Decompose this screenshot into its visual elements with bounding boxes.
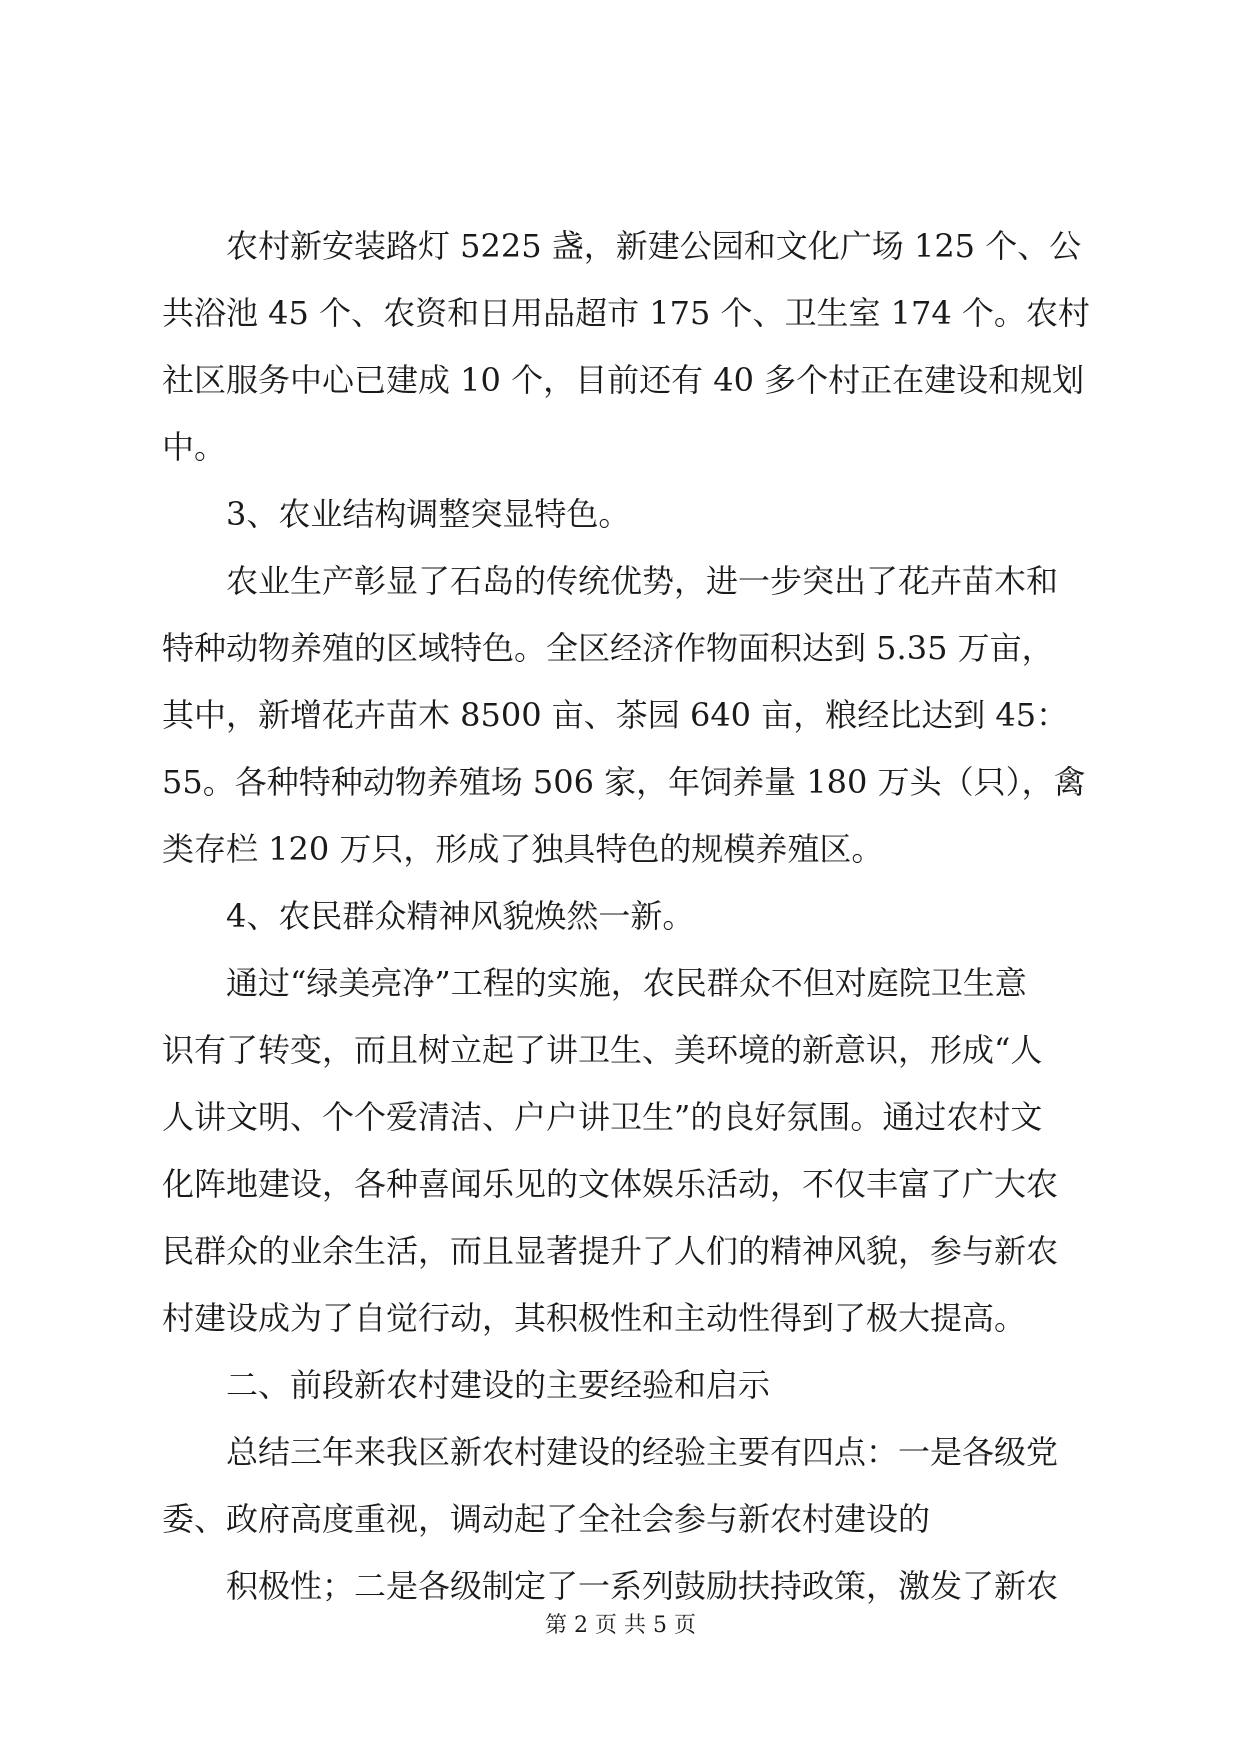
text-line: 总结三年来我区新农村建设的经验主要有四点：一是各级党 [162,1433,1059,1471]
text-line: 委、政府高度重视，调动起了全社会参与新农村建设的 [162,1500,931,1538]
text-line: 社区服务中心已建成 10 个，目前还有 40 多个村正在建设和规划 [162,361,1085,399]
text-line: 中。 [162,428,227,466]
section-heading: 3、农业结构调整突显特色。 [162,495,631,533]
text-line: 人讲文明、个个爱清洁、户户讲卫生”的良好氛围。通过农村文 [162,1098,1043,1136]
text-line: 积极性；二是各级制定了一系列鼓励扶持政策，激发了新农 [162,1567,1059,1605]
section-heading: 4、农民群众精神风貌焕然一新。 [162,897,695,935]
text-line: 其中，新增花卉苗木 8500 亩、茶园 640 亩，粮经比达到 45： [162,696,1069,734]
page-number-footer: 第 2 页 共 5 页 [545,1613,696,1638]
text-line: 通过“绿美亮净”工程的实施，农民群众不但对庭院卫生意 [162,964,1027,1002]
text-line: 村建设成为了自觉行动，其积极性和主动性得到了极大提高。 [162,1299,1027,1337]
text-line: 农业生产彰显了石岛的传统优势，进一步突出了花卉苗木和 [162,562,1059,600]
text-line: 民群众的业余生活，而且显著提升了人们的精神风貌，参与新农 [162,1232,1059,1270]
text-line: 特种动物养殖的区域特色。全区经济作物面积达到 5.35 万亩， [162,629,1054,667]
text-line: 55。各种特种动物养殖场 506 家，年饲养量 180 万头（只），禽 [162,763,1086,801]
text-line: 化阵地建设，各种喜闻乐见的文体娱乐活动，不仅丰富了广大农 [162,1165,1059,1203]
text-line: 共浴池 45 个、农资和日用品超市 175 个、卫生室 174 个。农村 [162,294,1090,332]
text-line: 识有了转变，而且树立起了讲卫生、美环境的新意识，形成“人 [162,1031,1043,1069]
text-line: 农村新安装路灯 5225 盏，新建公园和文化广场 125 个、公 [162,227,1082,265]
text-line: 类存栏 120 万只，形成了独具特色的规模养殖区。 [162,830,884,868]
section-heading: 二、前段新农村建设的主要经验和启示 [162,1366,771,1404]
